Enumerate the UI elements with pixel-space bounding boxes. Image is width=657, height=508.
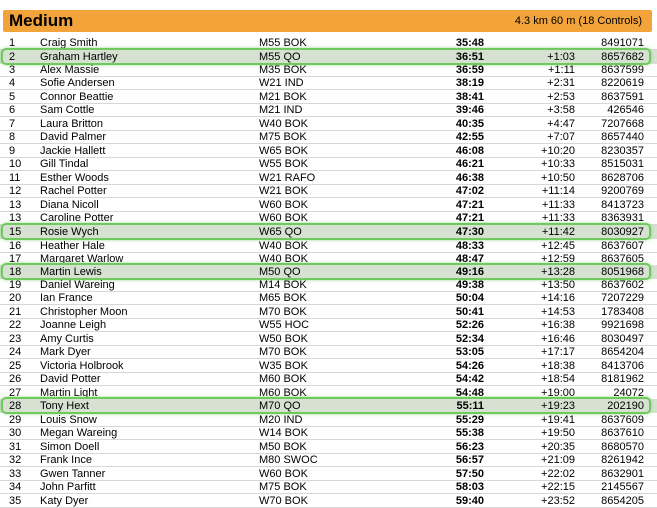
runner-id: 8654205 xyxy=(601,495,644,507)
result-position: 24 xyxy=(9,346,22,358)
runner-name: Sofie Andersen xyxy=(40,77,115,89)
finish-time: 54:42 xyxy=(455,373,484,385)
runner-name: Connor Beattie xyxy=(40,91,114,103)
runner-class: M21 BOK xyxy=(259,91,307,103)
runner-id: 8632901 xyxy=(601,468,644,480)
finish-time: 54:26 xyxy=(455,360,484,372)
time-behind: +13:28 xyxy=(541,266,575,278)
result-row xyxy=(0,63,657,77)
result-row xyxy=(0,399,657,413)
runner-name: Joanne Leigh xyxy=(40,319,107,331)
result-row xyxy=(0,440,657,454)
result-row xyxy=(0,103,657,117)
finish-time: 35:48 xyxy=(455,37,484,49)
finish-time: 39:46 xyxy=(455,104,484,116)
runner-class: M55 QO xyxy=(259,51,301,63)
runner-class: M75 BOK xyxy=(259,481,307,493)
runner-name: Mark Dyer xyxy=(40,346,91,358)
runner-name: Caroline Potter xyxy=(40,212,114,224)
runner-name: Victoria Holbrook xyxy=(40,360,124,372)
runner-name: Jackie Hallett xyxy=(40,145,106,157)
finish-time: 55:11 xyxy=(456,400,484,412)
result-row xyxy=(0,90,657,104)
result-position: 22 xyxy=(9,319,22,331)
time-behind: +19:50 xyxy=(541,427,575,439)
runner-id: 7207668 xyxy=(601,118,644,130)
result-position: 1 xyxy=(9,37,16,49)
finish-time: 58:03 xyxy=(455,481,484,493)
runner-name: Martin Light xyxy=(40,387,98,399)
result-row xyxy=(0,76,657,90)
result-position: 30 xyxy=(9,427,22,439)
time-behind: +19:00 xyxy=(541,387,575,399)
result-position: 13 xyxy=(9,212,22,224)
finish-time: 36:59 xyxy=(455,64,484,76)
runner-class: M75 BOK xyxy=(259,131,307,143)
runner-class: W21 RAFO xyxy=(259,172,316,184)
finish-time: 59:40 xyxy=(455,495,484,507)
result-row xyxy=(0,278,657,292)
runner-id: 8637610 xyxy=(601,427,644,439)
result-row xyxy=(0,453,657,467)
time-behind: +12:45 xyxy=(541,240,575,252)
time-behind: +14:53 xyxy=(541,306,575,318)
result-position: 2 xyxy=(9,51,16,63)
result-position: 5 xyxy=(9,91,16,103)
runner-class: M14 BOK xyxy=(259,279,307,291)
result-row xyxy=(0,184,657,198)
runner-name: Rachel Potter xyxy=(40,185,107,197)
result-position: 28 xyxy=(9,400,22,412)
runner-id: 202190 xyxy=(607,400,644,412)
runner-id: 426546 xyxy=(607,104,644,116)
runner-class: M60 BOK xyxy=(259,373,307,385)
runner-class: W21 BOK xyxy=(259,185,308,197)
runner-name: Christopher Moon xyxy=(40,306,128,318)
runner-id: 9921698 xyxy=(601,319,644,331)
result-row xyxy=(0,252,657,266)
finish-time: 47:21 xyxy=(455,212,484,224)
runner-name: Simon Doell xyxy=(40,441,100,453)
time-behind: +16:38 xyxy=(541,319,575,331)
runner-name: David Potter xyxy=(40,373,101,385)
finish-time: 36:51 xyxy=(455,51,484,63)
runner-name: Alex Massie xyxy=(40,64,100,76)
result-position: 25 xyxy=(9,360,22,372)
result-row xyxy=(0,171,657,185)
time-behind: +11:33 xyxy=(541,199,575,211)
result-row xyxy=(0,386,657,400)
time-behind: +10:33 xyxy=(541,158,575,170)
runner-class: W50 BOK xyxy=(259,333,308,345)
runner-class: M35 BOK xyxy=(259,64,307,76)
runner-id: 8657440 xyxy=(601,131,644,143)
result-row xyxy=(0,265,657,279)
finish-time: 54:48 xyxy=(455,387,484,399)
runner-name: John Parfitt xyxy=(40,481,96,493)
runner-name: David Palmer xyxy=(40,131,107,143)
runner-name: Laura Britton xyxy=(40,118,103,130)
result-position: 4 xyxy=(9,77,16,89)
runner-id: 8654204 xyxy=(601,346,644,358)
finish-time: 50:41 xyxy=(455,306,484,318)
time-behind: +3:58 xyxy=(547,104,575,116)
result-position: 13 xyxy=(9,199,22,211)
runner-name: Heather Hale xyxy=(40,240,105,252)
finish-time: 47:02 xyxy=(455,185,484,197)
runner-name: Gwen Tanner xyxy=(40,468,106,480)
runner-id: 9200769 xyxy=(601,185,644,197)
time-behind: +21:09 xyxy=(541,454,575,466)
runner-id: 8637607 xyxy=(601,240,644,252)
finish-time: 46:38 xyxy=(455,172,484,184)
result-row xyxy=(0,332,657,346)
result-position: 33 xyxy=(9,468,22,480)
runner-name: Diana Nicoll xyxy=(40,199,99,211)
result-position: 8 xyxy=(9,131,16,143)
time-behind: +11:14 xyxy=(541,185,575,197)
time-behind: +10:20 xyxy=(541,145,575,157)
runner-id: 2145567 xyxy=(601,481,644,493)
runner-id: 8413723 xyxy=(601,199,644,211)
runner-id: 8051968 xyxy=(601,266,644,278)
result-row xyxy=(0,480,657,494)
runner-id: 8230357 xyxy=(601,145,644,157)
time-behind: +22:02 xyxy=(541,468,575,480)
course-title: Medium xyxy=(9,11,74,30)
result-position: 34 xyxy=(9,481,22,493)
runner-id: 8030927 xyxy=(601,226,644,238)
result-row xyxy=(0,211,657,225)
finish-time: 48:33 xyxy=(455,240,484,252)
runner-class: M70 BOK xyxy=(259,306,307,318)
runner-name: Louis Snow xyxy=(40,414,97,426)
finish-time: 55:29 xyxy=(455,414,484,426)
runner-name: Esther Woods xyxy=(40,172,109,184)
time-behind: +16:46 xyxy=(541,333,575,345)
result-position: 31 xyxy=(9,441,22,453)
result-row xyxy=(0,50,657,64)
runner-class: M50 BOK xyxy=(259,441,307,453)
result-row xyxy=(0,372,657,386)
result-position: 29 xyxy=(9,414,22,426)
runner-class: W40 BOK xyxy=(259,240,308,252)
time-behind: +11:33 xyxy=(541,212,575,224)
result-row xyxy=(0,157,657,171)
runner-id: 8657682 xyxy=(601,51,644,63)
runner-id: 8637591 xyxy=(601,91,644,103)
finish-time: 52:26 xyxy=(455,319,484,331)
result-row xyxy=(0,494,657,508)
result-row xyxy=(0,198,657,212)
runner-id: 8515031 xyxy=(601,158,644,170)
result-row xyxy=(0,225,657,239)
result-position: 12 xyxy=(9,185,22,197)
result-position: 35 xyxy=(9,495,22,507)
runner-class: M50 QO xyxy=(259,266,301,278)
result-row xyxy=(0,359,657,373)
result-row xyxy=(0,239,657,253)
result-row xyxy=(0,144,657,158)
time-behind: +18:38 xyxy=(541,360,575,372)
runner-class: M70 BOK xyxy=(259,346,307,358)
finish-time: 53:05 xyxy=(455,346,484,358)
runner-name: Ian France xyxy=(40,292,93,304)
result-position: 26 xyxy=(9,373,22,385)
result-position: 23 xyxy=(9,333,22,345)
finish-time: 55:38 xyxy=(455,427,484,439)
finish-time: 42:55 xyxy=(455,131,484,143)
finish-time: 57:50 xyxy=(455,468,484,480)
time-behind: +20:35 xyxy=(541,441,575,453)
result-row xyxy=(0,426,657,440)
runner-name: Craig Smith xyxy=(40,37,98,49)
time-behind: +13:50 xyxy=(541,279,575,291)
finish-time: 52:34 xyxy=(455,333,484,345)
runner-class: W60 BOK xyxy=(259,468,308,480)
runner-id: 8363931 xyxy=(601,212,644,224)
time-behind: +4:47 xyxy=(547,118,575,130)
runner-name: Gill Tindal xyxy=(40,158,89,170)
time-behind: +7:07 xyxy=(547,131,575,143)
result-row xyxy=(0,130,657,144)
time-behind: +2:53 xyxy=(547,91,575,103)
time-behind: +22:15 xyxy=(541,481,575,493)
time-behind: +12:59 xyxy=(541,253,575,265)
result-position: 7 xyxy=(9,118,16,130)
time-behind: +14:16 xyxy=(541,292,575,304)
finish-time: 50:04 xyxy=(455,292,484,304)
runner-name: Rosie Wych xyxy=(40,226,99,238)
time-behind: +10:50 xyxy=(541,172,575,184)
runner-class: W40 BOK xyxy=(259,118,308,130)
result-row xyxy=(0,291,657,305)
runner-id: 8637599 xyxy=(601,64,644,76)
runner-class: W55 HOC xyxy=(259,319,310,331)
runner-class: M20 IND xyxy=(259,414,303,426)
runner-id: 8181962 xyxy=(601,373,644,385)
result-position: 3 xyxy=(9,64,16,76)
runner-class: W35 BOK xyxy=(259,360,308,372)
result-position: 17 xyxy=(9,253,22,265)
runner-id: 8220619 xyxy=(601,77,644,89)
runner-name: Daniel Wareing xyxy=(40,279,115,291)
runner-id: 8261942 xyxy=(601,454,644,466)
result-position: 27 xyxy=(9,387,22,399)
runner-class: M21 IND xyxy=(259,104,303,116)
runner-class: W65 BOK xyxy=(259,145,308,157)
runner-id: 8628706 xyxy=(601,172,644,184)
runner-id: 8413706 xyxy=(601,360,644,372)
time-behind: +17:17 xyxy=(541,346,575,358)
time-behind: +23:52 xyxy=(541,495,575,507)
course-info: 4.3 km 60 m (18 Controls) xyxy=(514,15,642,27)
runner-class: W40 BOK xyxy=(259,253,308,265)
time-behind: +19:23 xyxy=(541,400,575,412)
result-position: 19 xyxy=(9,279,22,291)
runner-class: W14 BOK xyxy=(259,427,308,439)
result-row xyxy=(0,413,657,427)
time-behind: +1:03 xyxy=(547,51,575,63)
runner-id: 8680570 xyxy=(601,441,644,453)
runner-class: W70 BOK xyxy=(259,495,308,507)
finish-time: 49:38 xyxy=(455,279,484,291)
runner-class: M70 QO xyxy=(259,400,301,412)
runner-id: 8637602 xyxy=(601,279,644,291)
runner-id: 1783408 xyxy=(601,306,644,318)
result-position: 20 xyxy=(9,292,22,304)
result-row xyxy=(0,345,657,359)
result-row xyxy=(0,467,657,481)
result-row xyxy=(0,318,657,332)
runner-class: W21 IND xyxy=(259,77,304,89)
runner-class: M65 BOK xyxy=(259,292,307,304)
finish-time: 47:21 xyxy=(455,199,484,211)
runner-name: Margaret Warlow xyxy=(40,253,124,265)
time-behind: +19:41 xyxy=(541,414,575,426)
finish-time: 38:19 xyxy=(455,77,484,89)
runner-class: W55 BOK xyxy=(259,158,308,170)
time-behind: +11:42 xyxy=(541,226,575,238)
runner-name: Tony Hext xyxy=(40,400,89,412)
runner-class: W60 BOK xyxy=(259,199,308,211)
result-position: 15 xyxy=(9,226,22,238)
finish-time: 56:23 xyxy=(455,441,484,453)
result-position: 6 xyxy=(9,104,16,116)
time-behind: +18:54 xyxy=(541,373,575,385)
finish-time: 56:57 xyxy=(455,454,484,466)
result-position: 11 xyxy=(9,172,21,184)
time-behind: +2:31 xyxy=(547,77,575,89)
finish-time: 48:47 xyxy=(455,253,484,265)
runner-class: W65 QO xyxy=(259,226,302,238)
result-position: 9 xyxy=(9,145,16,157)
runner-name: Frank Ince xyxy=(40,454,92,466)
finish-time: 47:30 xyxy=(455,226,484,238)
finish-time: 46:21 xyxy=(455,158,484,170)
finish-time: 49:16 xyxy=(455,266,484,278)
finish-time: 38:41 xyxy=(455,91,484,103)
runner-name: Megan Wareing xyxy=(40,427,118,439)
result-position: 32 xyxy=(9,454,22,466)
time-behind: +1:11 xyxy=(547,64,575,76)
runner-name: Graham Hartley xyxy=(40,51,118,63)
result-position: 10 xyxy=(9,158,22,170)
runner-id: 8491071 xyxy=(601,37,644,49)
finish-time: 40:35 xyxy=(455,118,484,130)
result-row xyxy=(0,305,657,319)
runner-name: Katy Dyer xyxy=(40,495,89,507)
runner-class: M80 SWOC xyxy=(259,454,318,466)
result-position: 21 xyxy=(9,306,22,318)
runner-name: Martin Lewis xyxy=(40,266,102,278)
finish-time: 46:08 xyxy=(455,145,484,157)
runner-id: 24072 xyxy=(613,387,644,399)
runner-id: 8637609 xyxy=(601,414,644,426)
result-position: 18 xyxy=(9,266,22,278)
result-row xyxy=(0,117,657,131)
runner-class: M55 BOK xyxy=(259,37,307,49)
runner-id: 7207229 xyxy=(601,292,644,304)
runner-class: W60 BOK xyxy=(259,212,308,224)
result-row xyxy=(0,36,657,50)
runner-class: M60 BOK xyxy=(259,387,307,399)
runner-id: 8637605 xyxy=(601,253,644,265)
result-position: 16 xyxy=(9,240,22,252)
runner-name: Amy Curtis xyxy=(40,333,94,345)
runner-name: Sam Cottle xyxy=(40,104,95,116)
runner-id: 8030497 xyxy=(601,333,644,345)
